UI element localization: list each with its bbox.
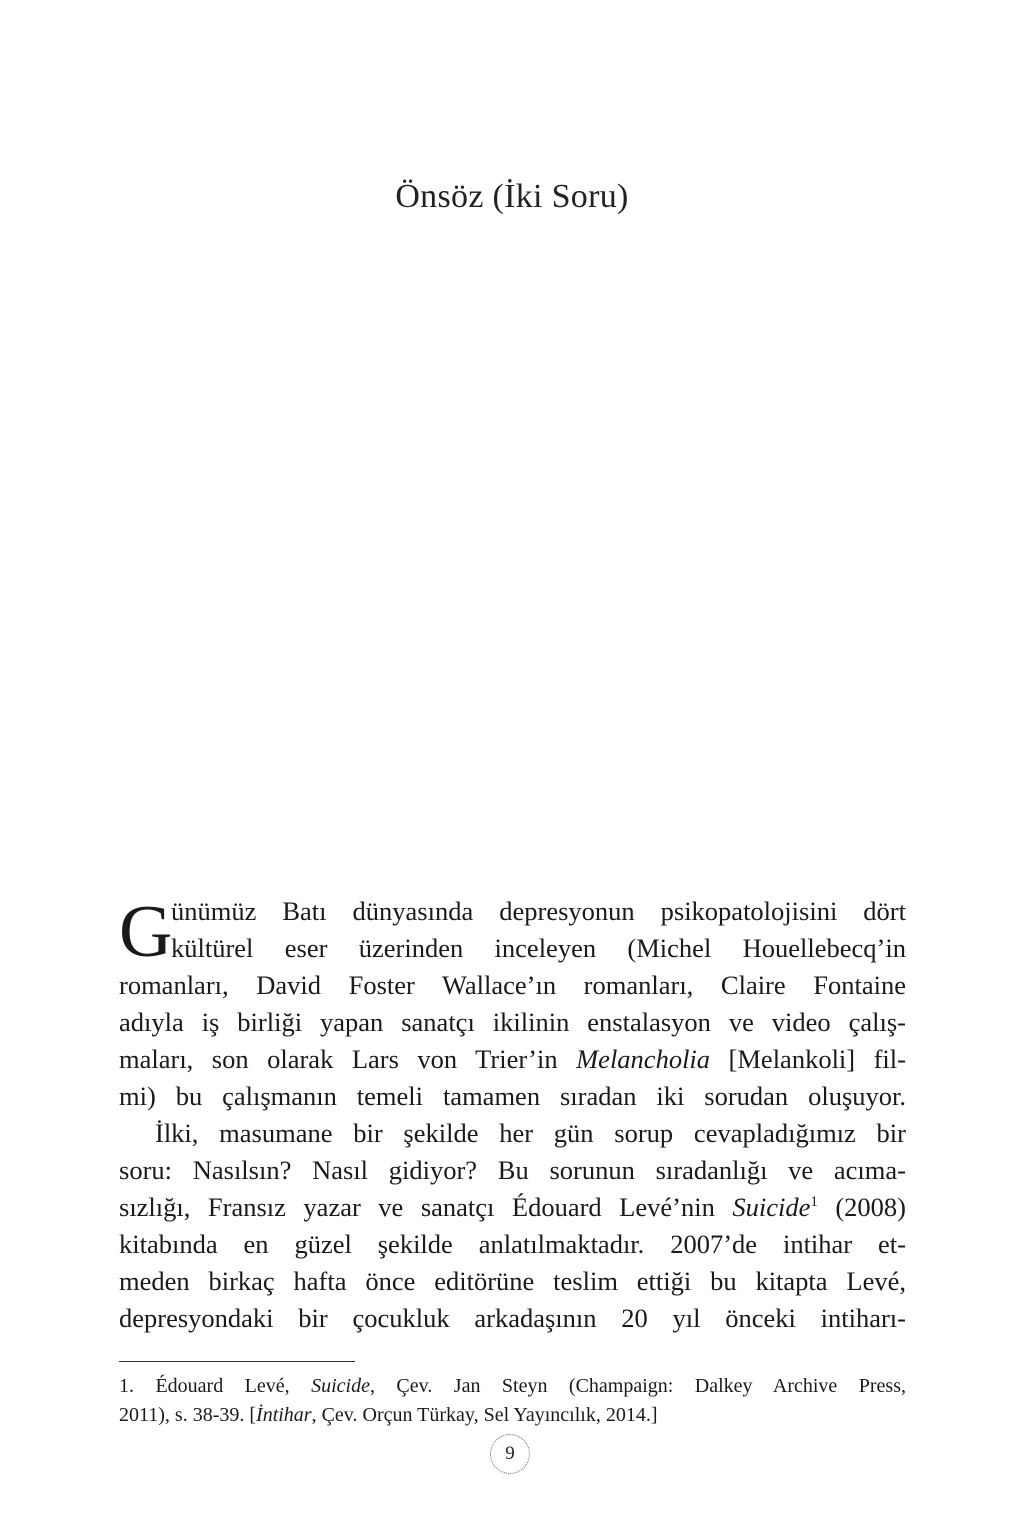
text-span: , Çev. Jan Steyn (Champaign: Dalkey Archive Press, [369, 1375, 906, 1397]
text-span: 1. Édouard Levé, [119, 1375, 312, 1397]
book-title-italic: Suicide [311, 1375, 370, 1397]
film-title-italic: Melancholia [576, 1044, 711, 1074]
text-line: depresyondaki bir çocukluk arkadaşının 20 yıl önceki intiharı- [119, 1303, 906, 1333]
text-span: 2011), s. 38-39. [ [119, 1404, 257, 1426]
footnote [119, 1372, 906, 1430]
text-line: kültürel eser üzerinden inceleyen (Michel Houellebecq’in [171, 933, 906, 963]
text-span: (2008) [817, 1192, 907, 1222]
text-line: soru: Nasılsın? Nasıl gidiyor? Bu sorunun sıradanlığı ve acıma- [119, 1155, 906, 1185]
text-line: kitabında en güzel şekilde anlatılmaktadır. 2007’de intihar et- [119, 1229, 906, 1259]
text-span: , Çev. Orçun Türkay, Sel Yayıncılık, 2014.] [311, 1404, 658, 1426]
text-line [119, 1189, 906, 1226]
book-title-italic: Suicide [732, 1192, 811, 1222]
page-number: 9 [490, 1434, 530, 1474]
footnote-marker: 1 [810, 1194, 818, 1211]
main-text [119, 893, 906, 1337]
text-span: [Melankoli] fil- [710, 1044, 906, 1074]
text-line: mi) bu çalışmanın temeli tamamen sıradan iki sorudan oluşuyor. [119, 1081, 906, 1111]
text-line: adıyla iş birliği yapan sanatçı ikilinin enstalasyon ve video çalış- [119, 1007, 906, 1037]
text-span: sızlığı, Fransız yazar ve sanatçı Édouard Levé’nin [119, 1192, 733, 1222]
text-line [119, 1041, 906, 1078]
text-line: meden birkaç hafta önce editörüne teslim ettiği bu kitapta Levé, [119, 1266, 906, 1296]
chapter-title: Önsöz (İki Soru) [395, 178, 629, 215]
text-line: ünümüz Batı dünyasında depresyonun psikopatolojisini dört [171, 896, 906, 926]
footnote-line [119, 1372, 906, 1401]
text-line: İlki, masumane bir şekilde her gün sorup cevapladığımız bir [155, 1118, 906, 1148]
footnote-divider [119, 1361, 355, 1362]
drop-cap: G [119, 891, 173, 973]
text-span: maları, son olarak Lars von Trier’in [119, 1044, 577, 1074]
book-title-italic: İntihar [256, 1404, 312, 1426]
footnote-line [119, 1401, 906, 1430]
text-line: romanları, David Foster Wallace’ın romanları, Claire Fontaine [119, 970, 906, 1000]
